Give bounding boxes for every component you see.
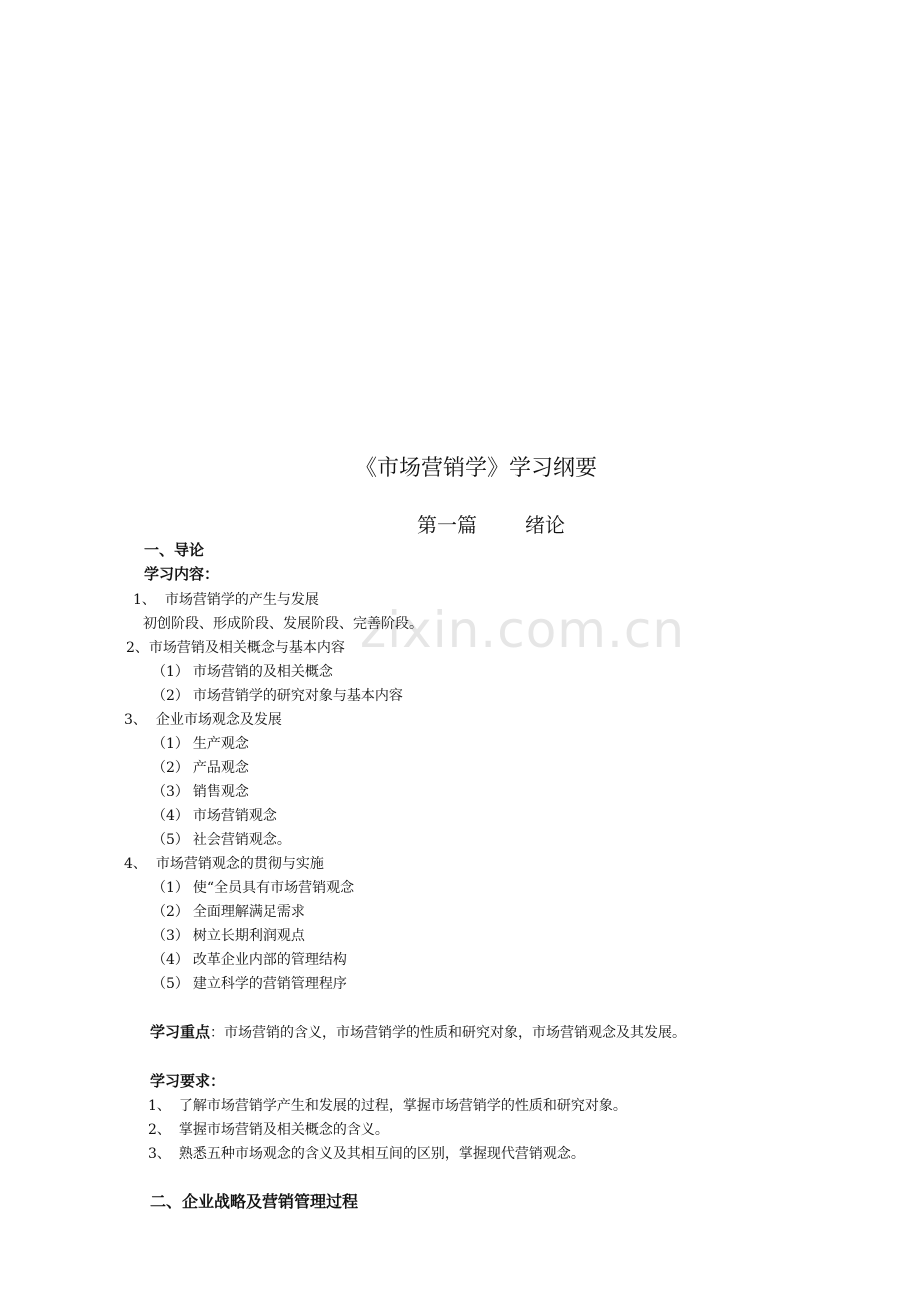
item-number: （2） [152, 904, 189, 920]
item-text: 初创阶段、形成阶段、发展阶段、完善阶段。 [143, 616, 423, 632]
study-focus [150, 1021, 686, 1042]
requirement-item [148, 1095, 627, 1115]
item-text: 企业市场观念及发展 [155, 712, 282, 728]
list-item [152, 877, 354, 897]
item-number: 2、 [148, 1122, 171, 1138]
item-text: 市场营销及相关概念与基本内容 [148, 640, 345, 656]
list-item [152, 901, 305, 921]
list-item [124, 709, 282, 729]
item-text: 改革企业内部的管理结构 [192, 952, 347, 968]
part-name: 绪论 [525, 513, 565, 537]
list-item [126, 637, 345, 657]
item-number: （3） [152, 928, 189, 944]
item-text: 全面理解满足需求 [192, 904, 305, 920]
item-text: 生产观念 [192, 736, 249, 752]
section-heading: 二、企业战略及营销管理过程 [150, 1192, 359, 1211]
list-item [152, 757, 249, 777]
item-text: 建立科学的营销管理程序 [192, 976, 347, 992]
item-number: （1） [152, 736, 189, 752]
item-number: 3、 [124, 712, 147, 728]
item-number: （4） [152, 952, 189, 968]
list-item [152, 685, 403, 705]
list-item [152, 973, 347, 993]
item-text: 熟悉五种市场观念的含义及其相互间的区别，掌握现代营销观念。 [178, 1146, 585, 1162]
requirement-item [148, 1119, 389, 1139]
requirements-label: 学习要求： [150, 1072, 226, 1090]
item-number: 1、 [148, 1098, 171, 1114]
item-text: 市场营销学的研究对象与基本内容 [192, 688, 403, 704]
item-number: （2） [152, 688, 189, 704]
item-number: 1、 [133, 592, 156, 608]
item-text: 使“全员具有市场营销观念 [192, 880, 355, 896]
item-number: （1） [152, 880, 189, 896]
item-text: 社会营销观念。 [192, 832, 291, 848]
item-text: 树立长期利润观点 [192, 928, 305, 944]
list-item [152, 781, 249, 801]
list-item [152, 829, 291, 849]
focus-text: ：市场营销的含义，市场营销学的性质和研究对象，市场营销观念及其发展。 [210, 1025, 687, 1041]
list-item [152, 733, 249, 753]
list-item [124, 853, 324, 873]
item-text: 产品观念 [192, 760, 249, 776]
requirement-item [148, 1143, 585, 1163]
item-number: （1） [152, 664, 189, 680]
list-item [133, 589, 319, 609]
item-text: 掌握市场营销及相关概念的含义。 [178, 1122, 389, 1138]
item-text: 销售观念 [192, 784, 249, 800]
part-heading [417, 509, 565, 538]
item-number: 3、 [148, 1146, 171, 1162]
item-number: （2） [152, 760, 189, 776]
list-item [152, 805, 277, 825]
item-text: 了解市场营销学产生和发展的过程，掌握市场营销学的性质和研究对象。 [178, 1098, 627, 1114]
item-text: 市场营销观念 [192, 808, 277, 824]
item-text: 市场营销观念的贯彻与实施 [155, 856, 324, 872]
item-number: （5） [152, 832, 189, 848]
watermark: zixin.com.cn [360, 601, 686, 659]
item-number: （3） [152, 784, 189, 800]
section-heading: 一、导论 [144, 541, 205, 559]
item-text: 市场营销的及相关概念 [192, 664, 333, 680]
list-item [152, 661, 333, 681]
part-label: 第一篇 [417, 513, 477, 537]
item-number: （4） [152, 808, 189, 824]
item-text: 市场营销学的产生与发展 [164, 592, 319, 608]
list-item [152, 949, 347, 969]
content-label: 学习内容： [144, 565, 220, 583]
item-number: （5） [152, 976, 189, 992]
list-item [152, 925, 305, 945]
list-item [143, 613, 423, 633]
document-title: 《市场营销学》学习纲要 [355, 456, 598, 481]
focus-label: 学习重点 [150, 1023, 211, 1041]
item-number: 4、 [124, 856, 147, 872]
item-number: 2、 [126, 640, 149, 656]
